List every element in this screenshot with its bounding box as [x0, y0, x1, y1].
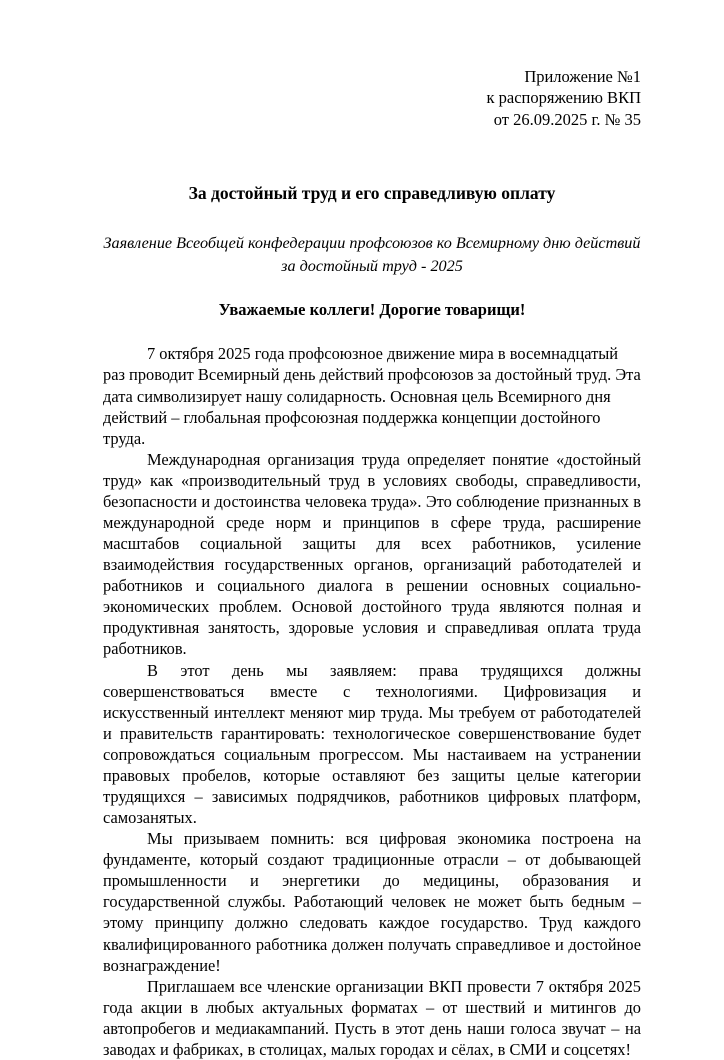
body-paragraph-5: Приглашаем все членские организации ВКП провести 7 октября 2025 года акции в любых актуальных форматах – от шествий и митингов до автопробегов и медиакампаний. Пусть в этот день наши голоса звучат – на заводах и фабриках, в столицах, малых городах и сёлах, в СМИ и соцсетях! — [103, 976, 641, 1059]
document-content — [103, 0, 641, 1060]
document-title: За достойный труд и его справедливую оплату — [188, 183, 556, 204]
body-paragraph-2: Международная организация труда определяет понятие «достойный труд» как «производительный труд в условиях свободы, справедливости, безопасности и достоинства человека труда». Это соблюдение признанных в международной среде норм и принципов в сфере труда, расширение масштабов социальной защиты для всех работников, усиление взаимодействия государственных органов, организаций работодателей и работников и социального диалога в решении основных социально-экономических проблем. Основой достойного труда являются полная и продуктивная занятость, здоровые условия и справедливая оплата труда работников. — [103, 449, 641, 659]
document-subtitle — [103, 232, 641, 277]
reference-line-appendix: Приложение №1 — [524, 67, 641, 86]
subtitle-line-1: Заявление Всеобщей конфедерации профсоюзов ко Всемирному дню действий — [103, 234, 641, 253]
body-paragraph-4: Мы призываем помнить: вся цифровая экономика построена на фундаменте, который создают традиционные отрасли – от добывающей промышленности и энергетики до медицины, образования и государственной службы. Работающий человек не может быть бедным – этому принципу должно следовать каждое государство. Труд каждого квалифицированного работника должен получать справедливое и достойное вознаграждение! — [103, 829, 641, 975]
document-body — [103, 343, 641, 1060]
reference-line-authority: к распоряжению ВКП — [486, 88, 641, 108]
document-reference-block — [103, 66, 641, 130]
subtitle-line-2: за достойный труд - 2025 — [281, 256, 463, 275]
reference-line-date-number: от 26.09.2025 г. № 35 — [493, 109, 641, 129]
document-salutation: Уважаемые коллеги! Дорогие товарищи! — [218, 299, 526, 319]
body-paragraph-3: В этот день мы заявляем: права трудящихся должны совершенствоваться вместе с технологиями. Цифровизация и искусственный интеллект меняют мир труда. Мы требуем от работодателей и правительств гарантировать: технологическое совершенствование будет сопровождаться социальным прогрессом. Мы настаиваем на устранении правовых пробелов, которые оставляют без защиты целые категории трудящихся – зависимых подрядчиков, работников цифровых платформ, самозанятых. — [103, 660, 641, 828]
body-paragraph-1: 7 октября 2025 года профсоюзное движение мира в восемнадцатый раз проводит Всемирный день действий профсоюзов за достойный труд. Эта дата символизирует нашу солидарность. Основная цель Всемирного дня действий – глобальная профсоюзная поддержка концепции достойного труда. — [103, 344, 641, 448]
